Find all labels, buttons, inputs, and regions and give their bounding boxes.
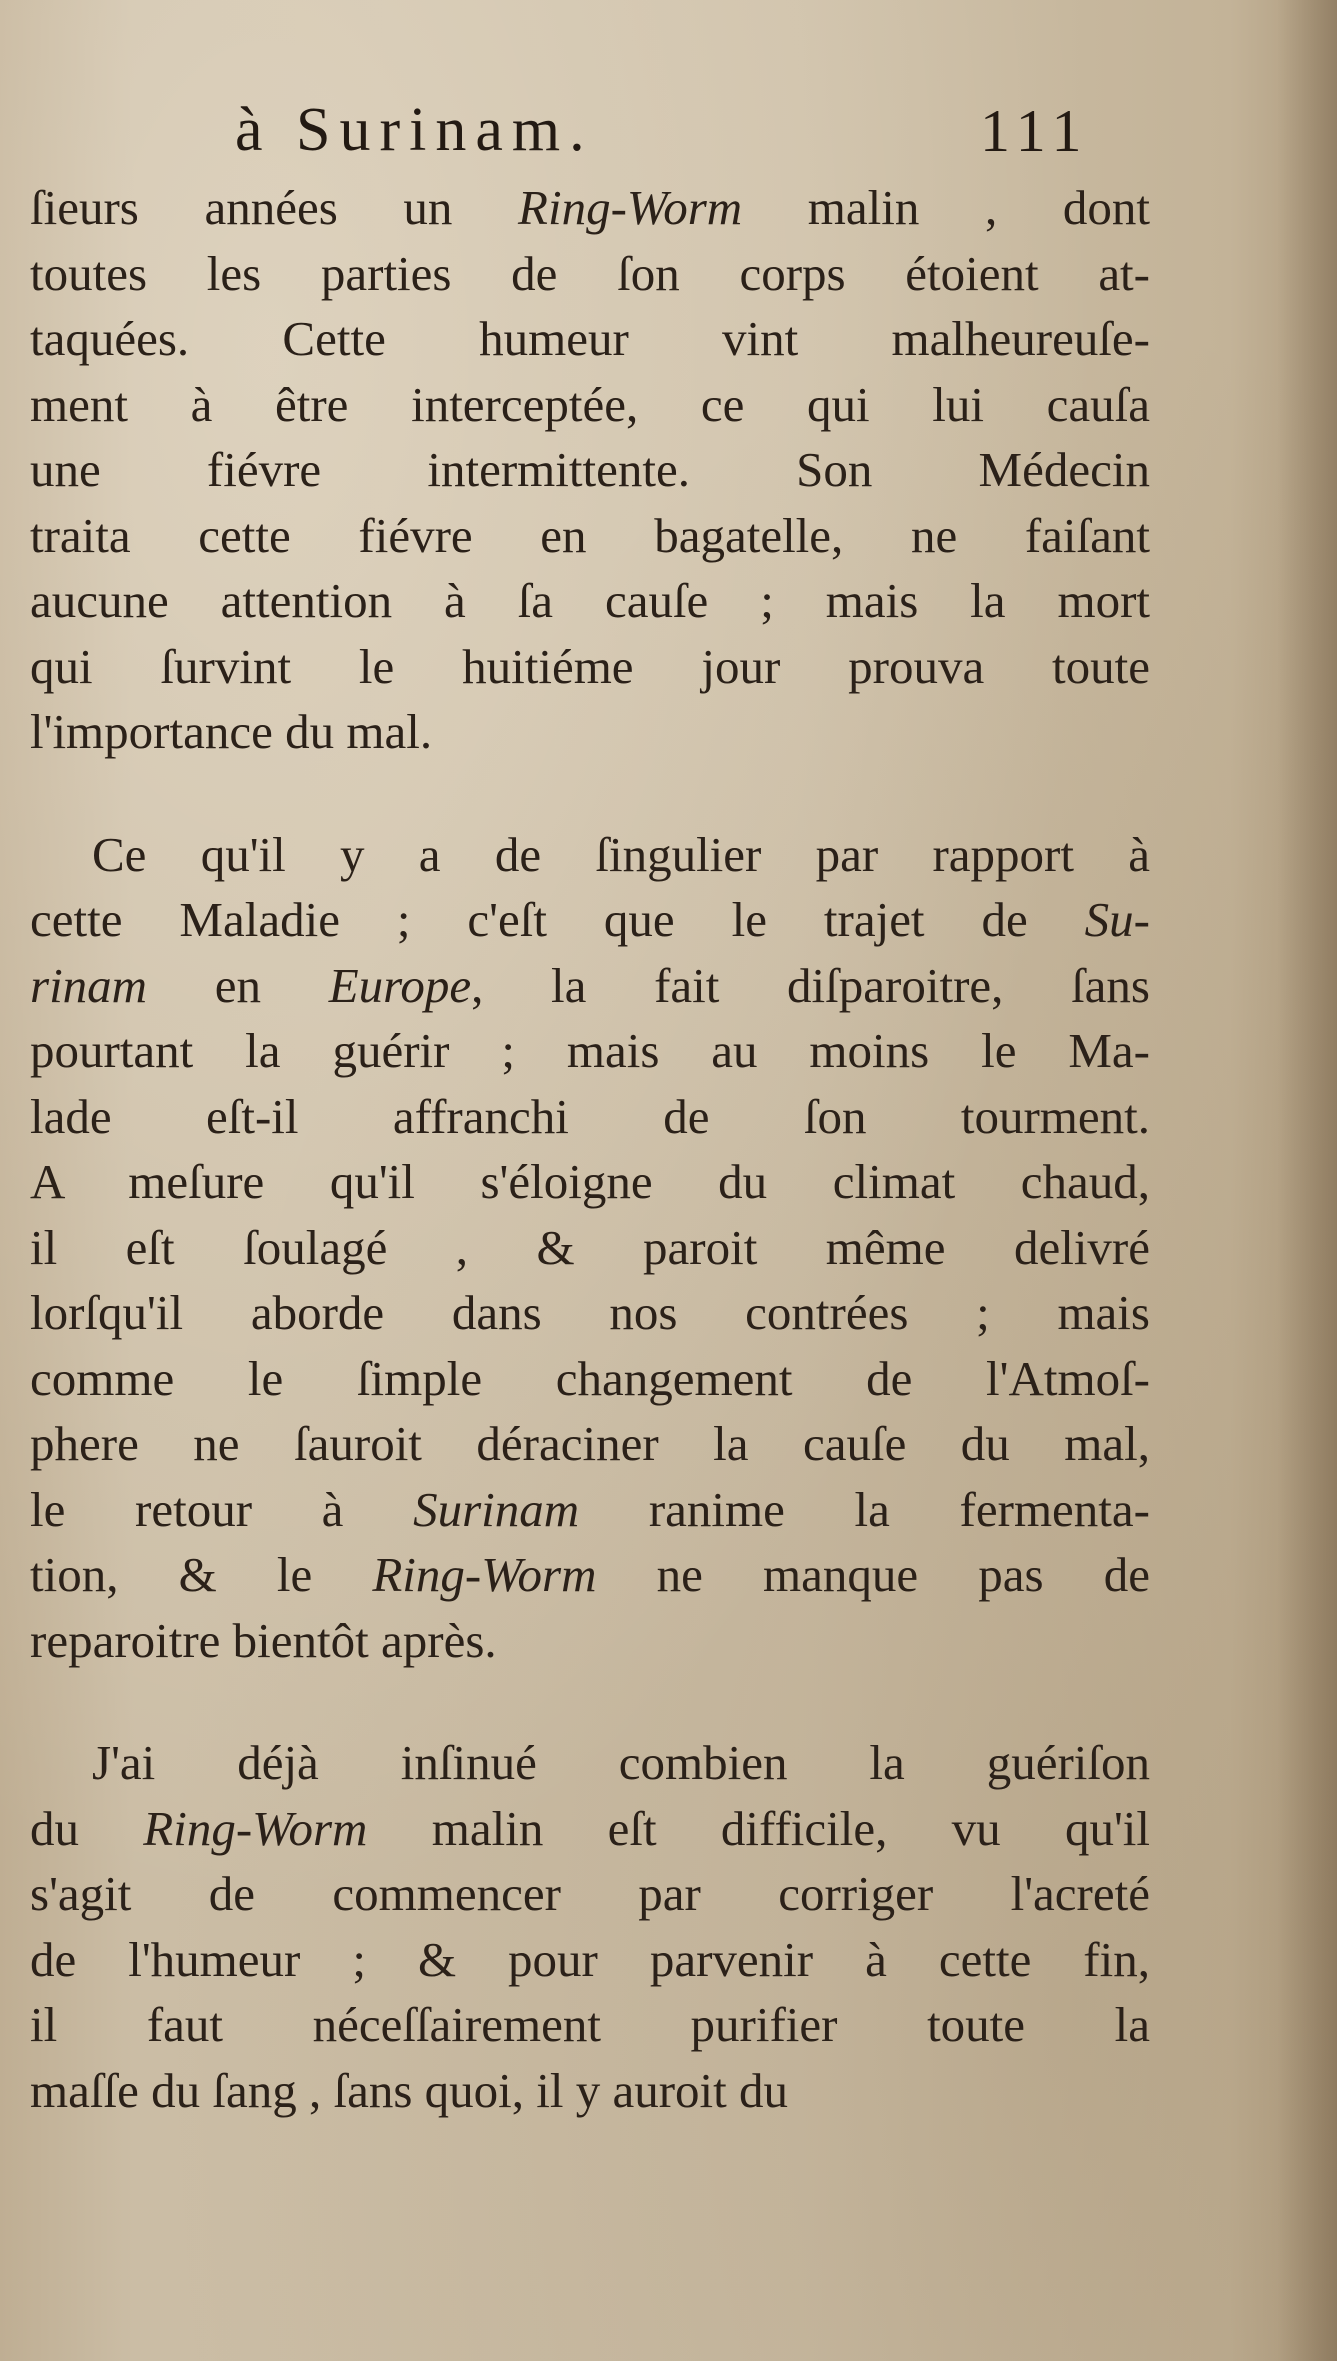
text-segment: ne manque pas de [596, 1547, 1150, 1602]
text-segment: une fiévre intermittente. Son Médecin [30, 442, 1150, 497]
text-line [30, 1411, 1150, 1477]
page-number: 111 [980, 98, 1090, 164]
text-line [30, 1542, 1150, 1608]
text-segment: traita cette fiévre en bagatelle, ne faiſant [30, 507, 1150, 563]
italic-text: Ring-Worm [518, 180, 743, 235]
italic-text: Su- [1084, 892, 1150, 947]
paragraph-gap [30, 765, 1150, 822]
text-segment: de l'humeur ; & pour parvenir à cette fin, [30, 1931, 1150, 1987]
text-line [30, 1796, 1150, 1862]
text-segment: taquées. Cette humeur vint malheureuſe- [30, 311, 1150, 366]
text-line [30, 1861, 1150, 1927]
text-line [30, 568, 1150, 634]
text-segment: malin , dont [742, 180, 1150, 235]
text-line [30, 1215, 1150, 1281]
text-line [30, 634, 1150, 700]
text-segment: J'ai déjà inſinué combien la guériſon [92, 1735, 1150, 1790]
text-segment: comme le ſimple changement de l'Atmoſ- [30, 1350, 1150, 1406]
text-line [30, 1149, 1150, 1215]
text-segment: ranime la fermenta- [579, 1481, 1150, 1537]
text-line [30, 1280, 1150, 1346]
paragraph-gap [30, 1673, 1150, 1730]
text-segment: lorſqu'il aborde dans nos contrées ; mais [30, 1285, 1150, 1340]
text-segment: malin eſt difficile, vu qu'il [367, 1800, 1150, 1856]
text-segment: il eſt ſoulagé , & paroit même delivré [30, 1219, 1150, 1275]
paragraph [30, 175, 1150, 765]
text-line [30, 887, 1150, 953]
italic-text: rinam [30, 957, 148, 1013]
text-line [30, 953, 1150, 1019]
running-title: à Surinam. [235, 96, 594, 164]
text-segment: pourtant la guérir ; mais au moins le Ma- [30, 1023, 1150, 1078]
italic-text: Ring-Worm [143, 1800, 368, 1856]
text-segment: Ce qu'il y a de ſingulier par rapport à [92, 826, 1150, 882]
text-segment: ſieurs années un [30, 180, 519, 235]
text-segment: s'agit de commencer par corriger l'acreté [30, 1866, 1150, 1921]
text-segment: aucune attention à ſa cauſe ; mais la mort [30, 573, 1150, 628]
italic-text: Surinam [413, 1481, 580, 1537]
text-line [30, 503, 1150, 569]
text-line [30, 372, 1150, 438]
text-segment: lade eſt-il affranchi de ſon tourment. [30, 1088, 1150, 1144]
page-edge-shadow [1277, 0, 1337, 2361]
paragraph [30, 822, 1150, 1674]
text-line [30, 822, 1150, 888]
text-segment: en [147, 957, 329, 1013]
text-line [30, 1992, 1150, 2058]
text-segment: , la fait diſparoitre, ſans [471, 957, 1150, 1013]
text-line [30, 1608, 1150, 1674]
text-segment: phere ne ſauroit déraciner la cauſe du mal, [30, 1416, 1150, 1471]
text-segment: A meſure qu'il s'éloigne du climat chaud, [30, 1154, 1150, 1209]
text-segment: reparoitre bientôt après. [30, 1612, 497, 1668]
text-line [30, 1730, 1150, 1796]
text-segment: toutes les parties de ſon corps étoient at- [30, 245, 1150, 301]
text-segment: ment à être interceptée, ce qui lui cauſa [30, 376, 1150, 432]
italic-text: Europe [328, 957, 472, 1013]
text-segment: qui ſurvint le huitiéme jour prouva toute [30, 638, 1150, 694]
text-segment: tion, & le [30, 1547, 373, 1602]
text-line [30, 1477, 1150, 1543]
text-line [30, 241, 1150, 307]
text-line [30, 306, 1150, 372]
text-segment: le retour à [30, 1481, 414, 1537]
paragraph [30, 1730, 1150, 2123]
body-text [30, 175, 1150, 2123]
italic-text: Ring-Worm [372, 1547, 597, 1602]
text-line [30, 1018, 1150, 1084]
text-segment: il faut néceſſairement purifier toute la [30, 1997, 1150, 2052]
page-header [0, 95, 1337, 165]
text-line [30, 1084, 1150, 1150]
text-line [30, 437, 1150, 503]
text-segment: maſſe du ſang , ſans quoi, il y auroit du [30, 2062, 789, 2118]
text-line [30, 2058, 1150, 2124]
text-segment: du [30, 1800, 144, 1856]
text-line [30, 699, 1150, 765]
text-line [30, 1346, 1150, 1412]
text-line [30, 1927, 1150, 1993]
text-segment: l'importance du mal. [30, 704, 433, 759]
text-segment: cette Maladie ; c'eſt que le trajet de [30, 892, 1085, 947]
text-line [30, 175, 1150, 241]
